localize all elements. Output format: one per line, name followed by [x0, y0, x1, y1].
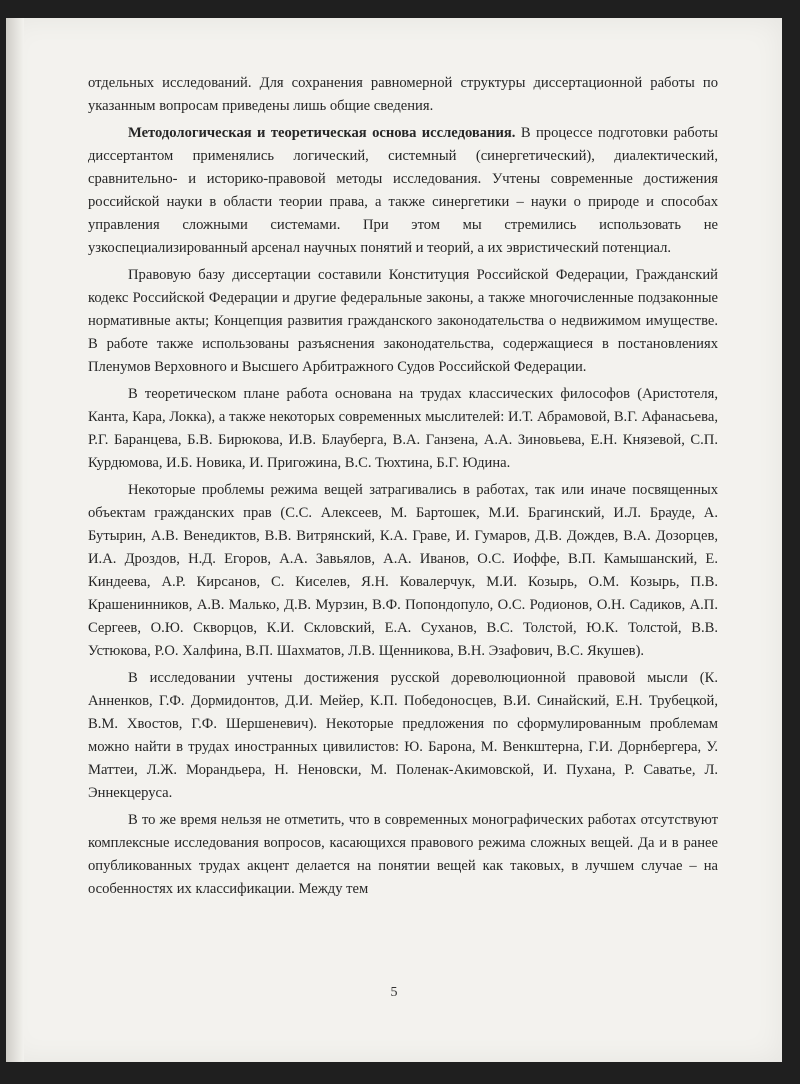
body-text — [88, 72, 718, 905]
paragraph-theoretical-basis: В теоретическом плане работа основана на трудах классических философов (Аристотеля, Канта, Кара, Локка), а также некоторых современных мыслителей: И.Т. Абрамовой, В.Г. Афанасьева, Р.Г. Баранцева, Б.В. Бирюкова, И.В. Блауберга, В.А. Ганзена, А.А. Зиновьева, Е.Н. Князевой, С.П. Курдюмова, И.Б. Новика, И. Пригожина, В.С. Тюхтина, Б.Г. Юдина. — [88, 386, 718, 471]
paragraph-legal-basis: Правовую базу диссертации составили Конституция Российской Федерации, Гражданский кодекс Российской Федерации и другие федеральные законы, а также многочисленные подзаконные нормативные акты; Концепция развития гражданского законодательства о недвижимом имуществе. В работе также использованы разъяснения законодательства, содержащиеся в постановлениях Пленумов Верховного и Высшего Арбитражного Судов Российской Федерации. — [88, 267, 718, 375]
page-number: 5 — [390, 985, 398, 1000]
paragraph-methodology — [88, 122, 718, 260]
methodology-text: В процессе подготовки работы диссертантом применялись логический, системный (синергетический), диалектический, сравнительно- и историко-правовой методы исследования. Учтены современные достижения российской науки в области теории права, а также синергетики – науки о природе и способах управления сложными системами. При этом мы стремились использовать не узкоспециализированный арсенал научных понятий и теорий, а их эвристический потенциал. — [88, 125, 718, 256]
methodology-heading: Методологическая и теоретическая основа исследования. — [128, 125, 516, 141]
paragraph-research-gap: В то же время нельзя не отметить, что в современных монографических работах отсутствуют комплексные исследования вопросов, касающихся правового режима сложных вещей. Да и в ранее опубликованных трудах акцент делается на понятии вещей как таковых, в лучшем случае – на особенностях их классификации. Между тем — [88, 812, 718, 897]
paragraph-related-works: Некоторые проблемы режима вещей затрагивались в работах, так или иначе посвященных объектам гражданских прав (С.С. Алексеев, М. Бартошек, М.И. Брагинский, И.Л. Брауде, А. Бутырин, А.В. Венедиктов, В.В. Витрянский, К.А. Граве, И. Гумаров, Д.В. Дождев, В.А. Дозорцев, И.А. Дроздов, Н.Д. Егоров, А.А. Завьялов, А.А. Иванов, О.С. Иоффе, В.П. Камышанский, Е. Киндеева, А.Р. Кирсанов, С. Киселев, Я.Н. Ковалерчук, М.И. Козырь, О.М. Козырь, П.В. Крашенинников, А.В. Малько, Д.В. Мурзин, В.Ф. Попондопуло, О.С. Родионов, О.Н. Садиков, А.П. Сергеев, О.Ю. Скворцов, К.И. Скловский, Е.А. Суханов, В.С. Толстой, Ю.К. Толстой, В.В. Устюкова, Р.О. Халфина, В.П. Шахматов, Л.В. Щенникова, В.Н. Эзафович, В.С. Якушев). — [88, 482, 718, 659]
document-page — [6, 18, 782, 1062]
paragraph-continuation: отдельных исследований. Для сохранения равномерной структуры диссертационной работы по указанным вопросам приведены лишь общие сведения. — [88, 75, 718, 114]
paragraph-prerevolutionary-thought: В исследовании учтены достижения русской дореволюционной правовой мысли (К. Анненков, Г.Ф. Дормидонтов, Д.И. Мейер, К.П. Победоносцев, В.И. Синайский, Е.Н. Трубецкой, В.М. Хвостов, Г.Ф. Шершеневич). Некоторые предложения по сформулированным проблемам можно найти в трудах иностранных цивилистов: Ю. Барона, М. Венкштерна, Г.И. Дорнбергера, У. Маттеи, Л.Ж. Морандьера, Н. Неновски, М. Поленак-Акимовской, И. Пухана, Р. Саватье, Л. Эннекцеруса. — [88, 670, 718, 801]
page-binding-shadow — [6, 18, 24, 1062]
